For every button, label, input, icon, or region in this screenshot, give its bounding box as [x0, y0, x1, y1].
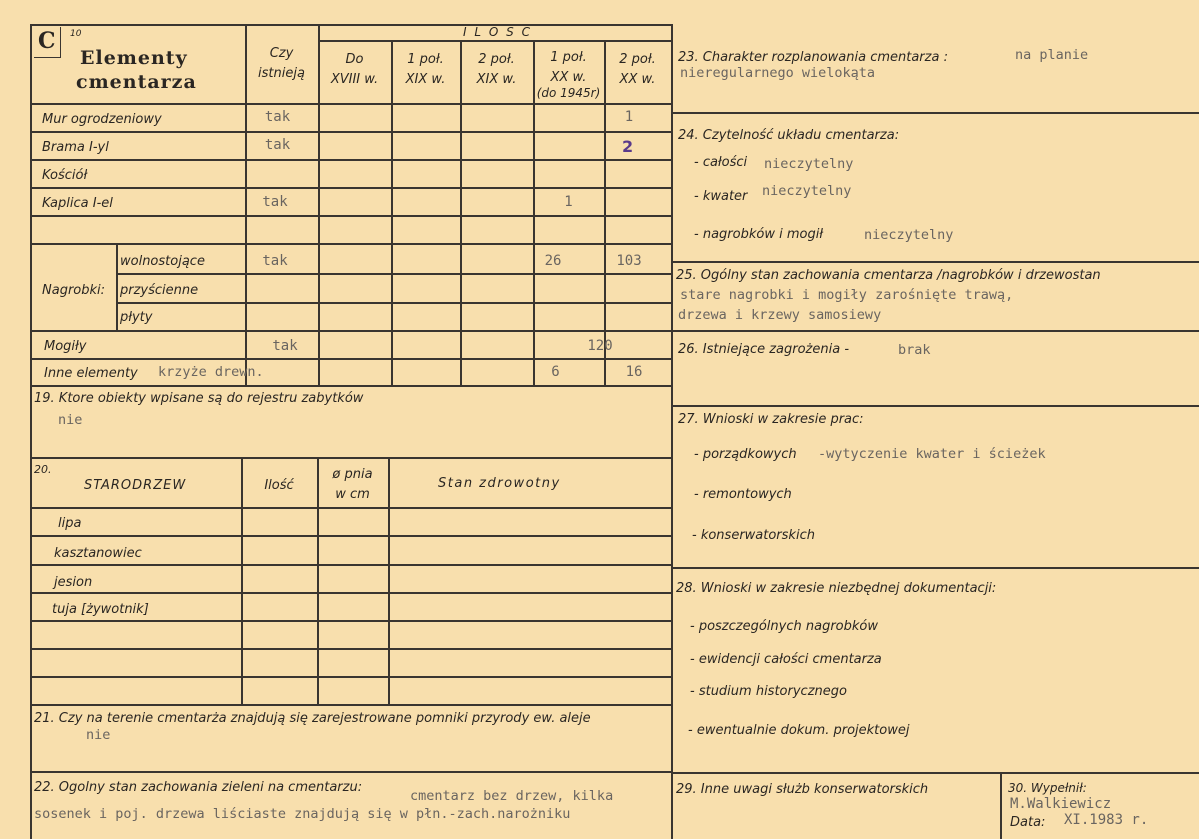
col-line: [604, 40, 606, 385]
s26-answer: brak: [898, 342, 931, 358]
s20-bottom-line: [30, 704, 673, 706]
row-label-kaplica: Kaplica I-el: [42, 196, 113, 211]
table-header-bottom: [30, 103, 673, 105]
border-left: [30, 24, 32, 839]
s27-porzadkowych: - porządkowych: [694, 447, 797, 462]
col-1pol20-line3: (do 1945r): [536, 86, 601, 100]
s27-porzadkowych-val: -wytyczenie kwater i ścieżek: [818, 446, 1046, 462]
s22-line2: sosenek i poj. drzewa liściaste znajdują się w płn.-zach.narożniku: [34, 806, 571, 822]
center-divider: [671, 24, 673, 839]
row-line: [30, 187, 673, 189]
mur-2pol20: 1: [624, 109, 634, 125]
s27-remontowych: - remontowych: [694, 487, 792, 502]
s23-label: 23. Charakter rozplanowania cmentarza :: [678, 50, 948, 65]
card-letter: C: [38, 28, 56, 54]
card-number: 10: [70, 29, 82, 39]
s25-line1: stare nagrobki i mogiły zarośnięte trawą,: [680, 287, 1014, 303]
s20-header-pnia-line2: w cm: [335, 487, 370, 502]
s20-header-ilosc: Ilość: [264, 478, 294, 493]
s24-kwater: - kwater: [694, 189, 748, 204]
col-2pol20-line2: XX w.: [619, 72, 656, 87]
row-line: [30, 330, 673, 332]
row-line: [116, 273, 673, 275]
s28-item: - poszczególnych nagrobków: [690, 619, 878, 634]
kaplica-1pol20: 1: [564, 194, 573, 210]
s30-name: M.Walkiewicz: [1010, 796, 1112, 812]
row-line: [30, 358, 673, 360]
right-line: [671, 261, 1199, 263]
s20-row-line: [30, 592, 673, 594]
s27-konserwatorskich: - konserwatorskich: [692, 528, 815, 543]
col-2pol19-line1: 2 poł.: [478, 52, 515, 67]
s22-label: 22. Ogolny stan zachowania zieleni na cmentarzu:: [34, 780, 363, 795]
s23-line2: nieregularnego wielokąta: [680, 65, 876, 81]
col-xviii-line2: XVIII w.: [330, 72, 379, 87]
s30-label: 30. Wypełnił:: [1008, 781, 1087, 795]
title-line2: cmentarza: [76, 71, 197, 93]
s24-nagrobkow: - nagrobków i mogił: [694, 227, 824, 242]
wolnostojace-2pol20: 103: [616, 253, 642, 269]
mur-czy: tak: [264, 109, 291, 125]
right-line: [671, 330, 1199, 332]
col-2pol19-line2: XIX w.: [476, 72, 517, 87]
col-xviii-line1: Do: [345, 52, 364, 67]
s20-col-line: [388, 457, 390, 704]
s25-label: 25. Ogólny stan zachowania cmentarza /nagrobków i drzewostan: [676, 268, 1101, 283]
col-czy-line2: istnieją: [258, 66, 305, 81]
s27-label: 27. Wnioski w zakresie prac:: [678, 412, 864, 427]
s20-header-bottom: [30, 507, 673, 509]
col-1pol19-line1: 1 poł.: [407, 52, 444, 67]
col-line: [460, 40, 462, 385]
s30-data-label: Data:: [1010, 815, 1046, 830]
s20-col-line: [241, 457, 243, 704]
row-label-wolnostojace: wolnostojące: [120, 254, 205, 269]
col-1pol19-line2: XIX w.: [405, 72, 446, 87]
col-1pol20-line2: XX w.: [550, 70, 587, 85]
right-line: [671, 112, 1199, 114]
right-line: [671, 405, 1199, 407]
nagrobki-label: Nagrobki:: [42, 283, 106, 298]
s19-label: 19. Ktore obiekty wpisane są do rejestru zabytków: [34, 391, 364, 406]
ilosc-header: I L O S C: [463, 25, 532, 39]
s22-top-line: [30, 771, 673, 773]
inne-2pol20: 16: [625, 364, 643, 380]
tree-item: tuja [żywotnik]: [52, 602, 149, 617]
col-czy-line1: Czy: [269, 46, 294, 61]
s21-answer: nie: [86, 727, 111, 743]
s29-label: 29. Inne uwagi służb konserwatorskich: [676, 782, 929, 797]
row-line: [30, 243, 673, 245]
s24-nagrobkow-val: nieczytelny: [864, 227, 954, 243]
col-2pol20-line1: 2 poł.: [619, 52, 656, 67]
row-line: [30, 385, 673, 387]
row-label-mur: Mur ogrodzeniowy: [42, 112, 162, 127]
row-label-kosciol: Kościół: [42, 168, 88, 183]
s26-label: 26. Istniejące zagrożenia -: [678, 342, 850, 357]
ilosc-header-line: [318, 40, 672, 42]
row-line: [116, 302, 673, 304]
s20-header-starodrzew: STARODRZEW: [84, 478, 187, 493]
s30-divider: [1000, 772, 1002, 839]
row-line: [30, 215, 673, 217]
s20-row-line: [30, 676, 673, 678]
tree-item: kasztanowiec: [54, 546, 142, 561]
s24-label: 24. Czytelność układu cmentarza:: [678, 128, 900, 143]
inne-1pol20: 6: [551, 364, 560, 380]
mogily-value: 120: [587, 338, 613, 354]
s28-label: 28. Wnioski w zakresie niezbędnej dokumentacji:: [676, 581, 997, 596]
s28-item: - ewentualnie dokum. projektowej: [688, 723, 910, 738]
row-line: [30, 131, 673, 133]
mogily-czy: tak: [272, 338, 298, 354]
s20-row-line: [30, 564, 673, 566]
row-label-plyty: płyty: [120, 310, 153, 325]
s20-row-line: [30, 535, 673, 537]
row-label-przyscienne: przyścienne: [120, 283, 199, 298]
tree-item: jesion: [54, 575, 93, 590]
s20-row-line: [30, 648, 673, 650]
s20-top-line: [30, 457, 673, 459]
s28-item: - ewidencji całości cmentarza: [690, 652, 882, 667]
tree-item: lipa: [58, 516, 82, 531]
s20-header-pnia-line1: ø pnia: [332, 467, 373, 482]
s22-line1: cmentarz bez drzew, kilka: [410, 788, 614, 804]
row-label-inne: Inne elementy: [44, 366, 138, 381]
inne-typed: krzyże drewn.: [158, 364, 264, 380]
row-line: [30, 159, 673, 161]
s24-calosci-val: nieczytelny: [764, 156, 854, 172]
col-1pol20-line1: 1 poł.: [550, 50, 587, 65]
s20-number: 20.: [34, 463, 52, 476]
s25-line2: drzewa i krzewy samosiewy: [678, 307, 882, 323]
s23-line1: na planie: [1015, 47, 1089, 63]
s24-calosci: - całości: [694, 155, 748, 170]
col-line: [391, 40, 393, 385]
s21-label: 21. Czy na terenie cmentarża znajdują się zarejestrowane pomniki przyrody ew. aleje: [34, 711, 591, 726]
brama-czy: tak: [264, 137, 291, 153]
wolnostojace-czy: tak: [262, 253, 288, 269]
brama-2pol20: 2: [622, 137, 634, 156]
row-label-mogily: Mogiły: [44, 339, 87, 354]
right-line: [671, 567, 1199, 569]
nagrobki-divider: [116, 243, 118, 330]
row-label-brama: Brama I-yl: [42, 140, 109, 155]
kaplica-czy: tak: [262, 194, 288, 210]
s28-item: - studium historycznego: [690, 684, 847, 699]
s20-row-line: [30, 620, 673, 622]
title-line1: Elementy: [80, 47, 188, 69]
s24-kwater-val: nieczytelny: [762, 183, 852, 199]
s19-answer: nie: [58, 412, 83, 428]
s20-header-stan: Stan zdrowotny: [438, 476, 561, 491]
wolnostojace-1pol20: 26: [544, 253, 562, 269]
s30-data-value: XI.1983 r.: [1064, 812, 1149, 828]
right-line: [671, 772, 1199, 774]
